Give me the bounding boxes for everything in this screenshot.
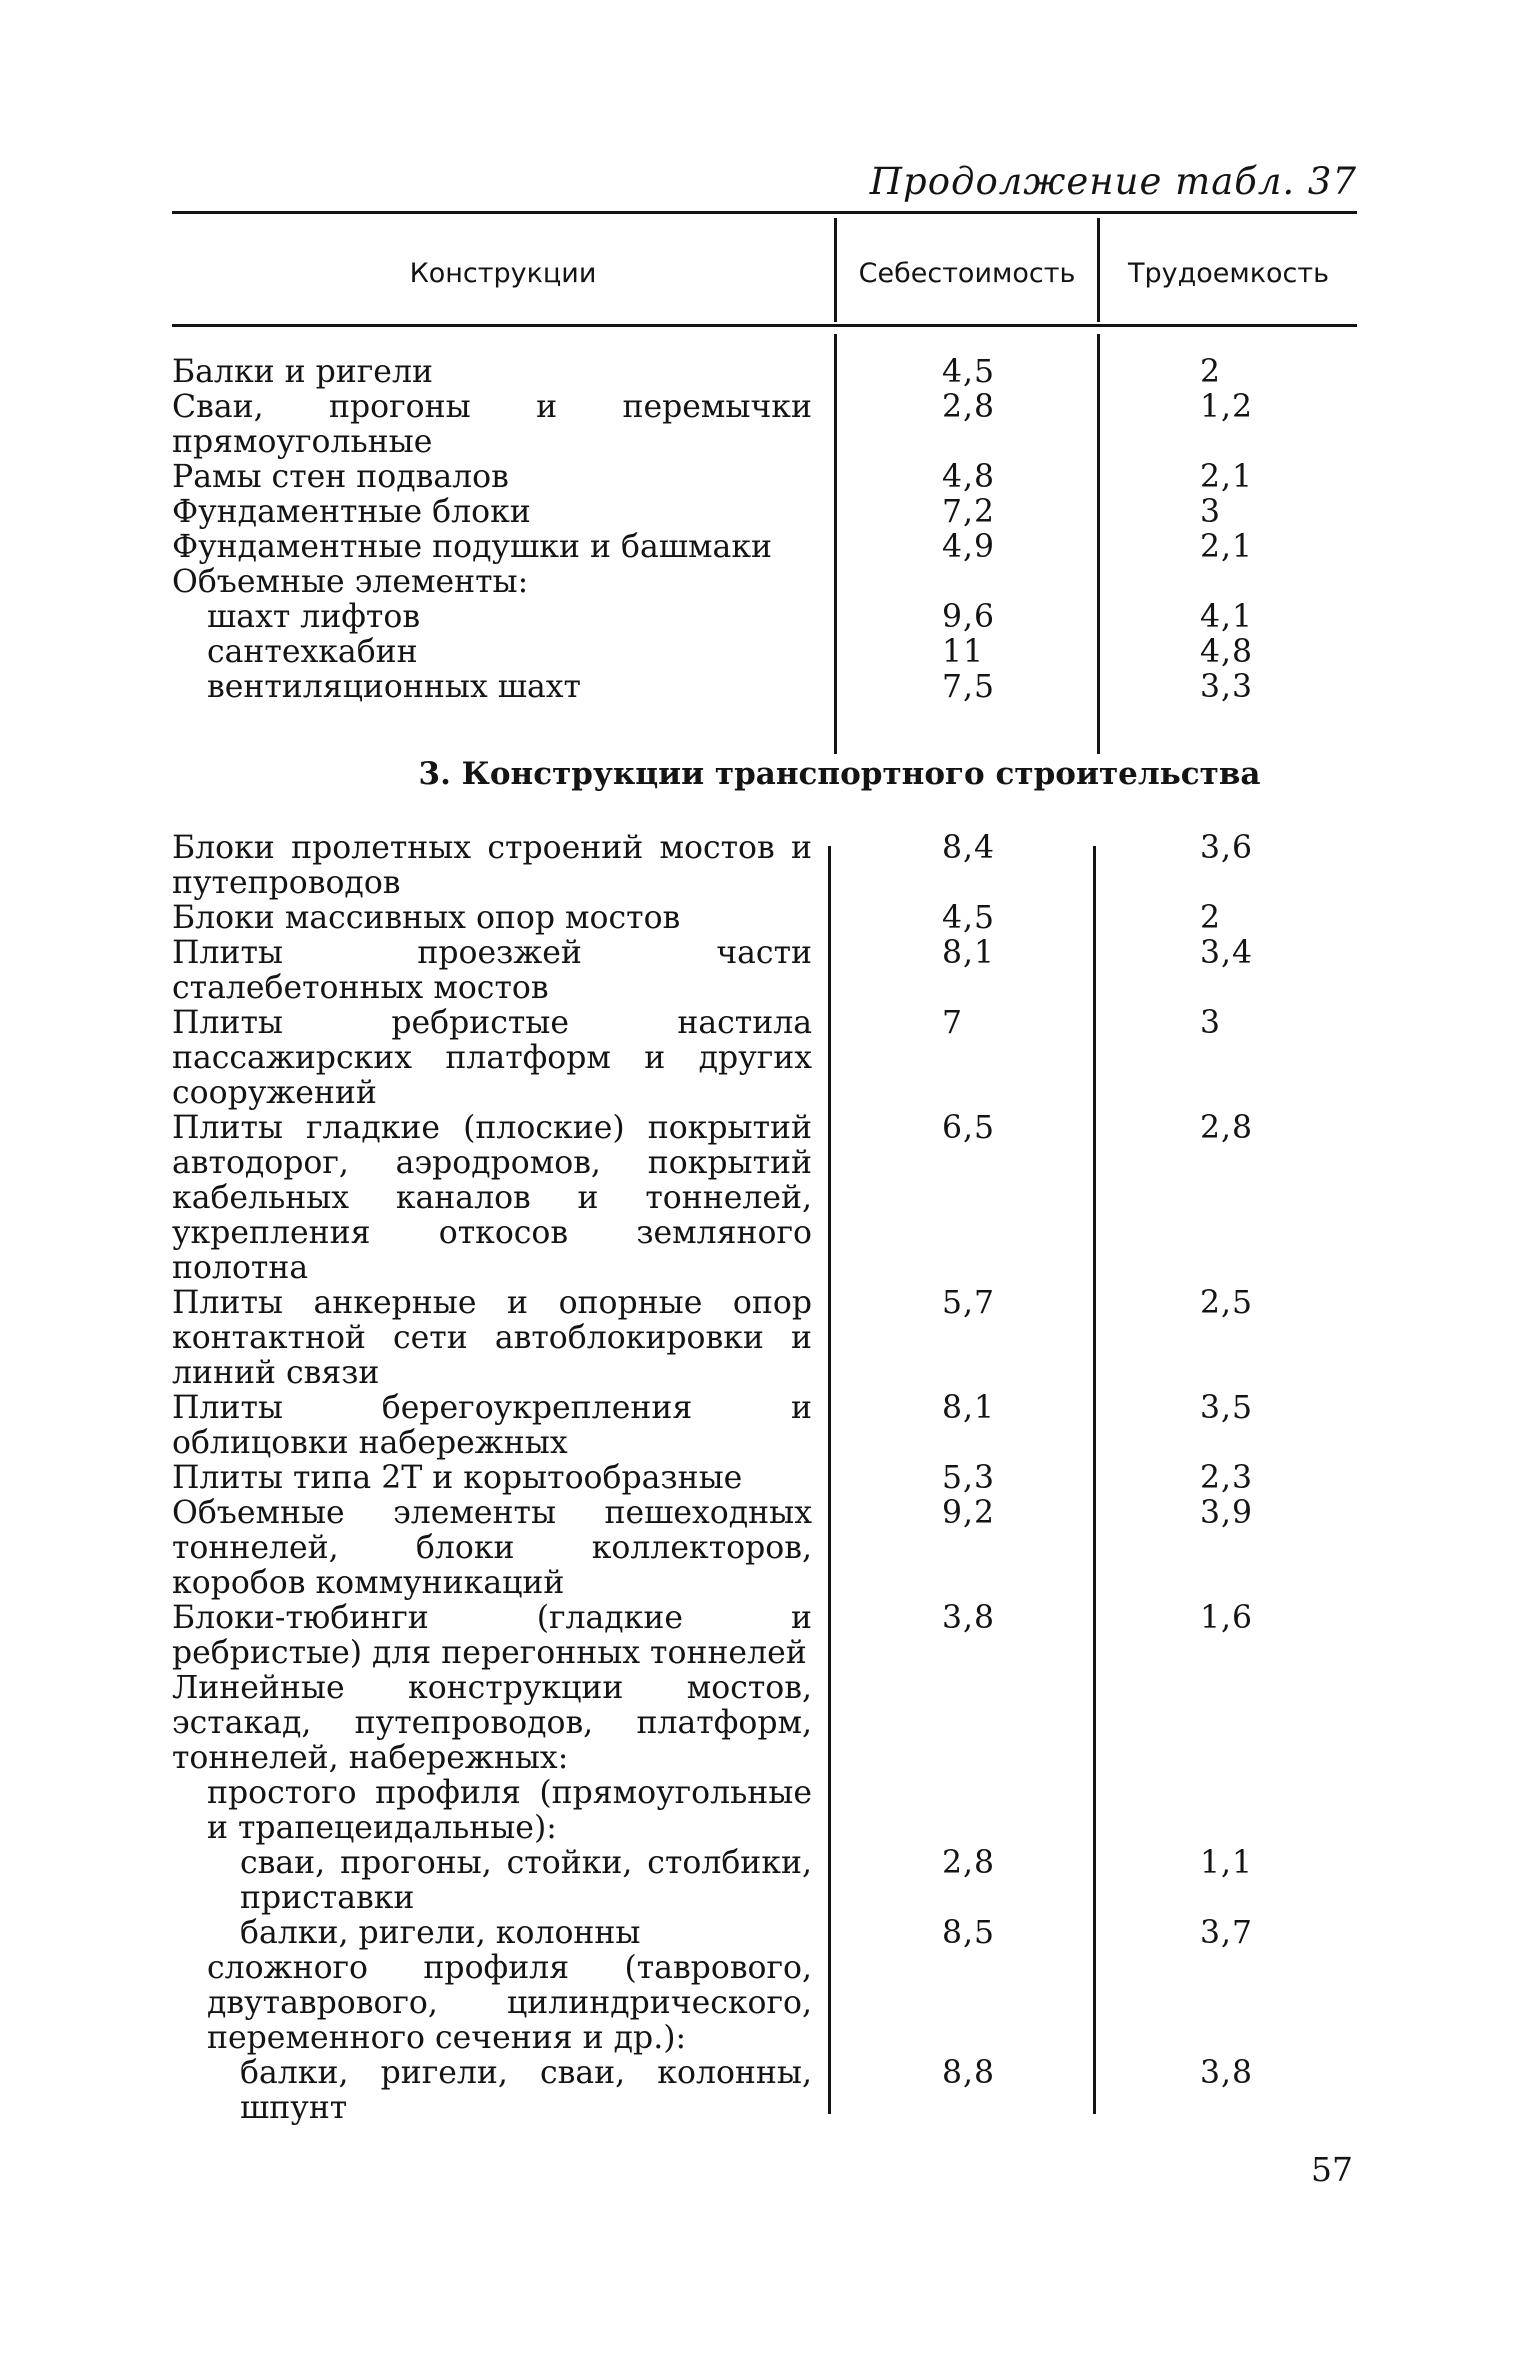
table-row bbox=[172, 1111, 1357, 1286]
table-row bbox=[172, 1496, 1357, 1601]
row-cost: 4,5 bbox=[942, 354, 996, 390]
row-labor: 3,4 bbox=[1200, 935, 1254, 971]
row-name: Линейные конструкции мостов, эстакад, путепроводов, платформ, тоннелей, набережных: bbox=[172, 1670, 812, 1776]
row-labor: 3,5 bbox=[1200, 1390, 1254, 1426]
row-name: сантехкабин bbox=[207, 634, 418, 670]
row-cost: 4,5 bbox=[942, 900, 996, 936]
section-title: 3. Конструкции транспортного строительства bbox=[418, 756, 1261, 792]
row-name: Плиты анкерные и опорные опор контактной сети автоблокировки и линий связи bbox=[172, 1285, 812, 1391]
table-row bbox=[172, 1391, 1357, 1461]
row-name: балки, ригели, сваи, колонны, шпунт bbox=[240, 2055, 812, 2126]
header-cost: Себестоимость bbox=[858, 258, 1076, 289]
table-row bbox=[172, 1951, 1357, 2056]
table-row bbox=[172, 390, 1357, 460]
table-row bbox=[172, 936, 1357, 1006]
row-cost: 11 bbox=[942, 634, 985, 670]
table-row bbox=[172, 565, 1357, 600]
row-labor: 1,6 bbox=[1200, 1600, 1254, 1636]
row-name: сложного профиля (таврового, двутаврового, цилиндрического, переменного сечения и др.): bbox=[207, 1950, 812, 2056]
row-labor: 1,2 bbox=[1200, 389, 1254, 425]
row-cost: 2,8 bbox=[942, 389, 996, 425]
row-labor: 1,1 bbox=[1200, 1845, 1254, 1881]
row-cost: 8,8 bbox=[942, 2055, 996, 2091]
row-labor: 3 bbox=[1200, 494, 1222, 530]
row-cost: 8,5 bbox=[942, 1915, 996, 1951]
row-name: Объемные элементы пешеходных тоннелей, блоки коллекторов, коробов коммуникаций bbox=[172, 1495, 812, 1601]
table-top-rule bbox=[172, 211, 1357, 214]
row-cost: 8,4 bbox=[942, 830, 996, 866]
row-labor: 3,6 bbox=[1200, 830, 1254, 866]
row-cost: 2,8 bbox=[942, 1845, 996, 1881]
row-name: вентиляционных шахт bbox=[207, 669, 581, 705]
row-cost: 7,2 bbox=[942, 494, 996, 530]
row-labor: 2 bbox=[1200, 354, 1222, 390]
row-name: Фундаментные подушки и башмаки bbox=[172, 529, 773, 565]
row-name: Плиты ребристые настила пассажирских платформ и других сооружений bbox=[172, 1005, 812, 1111]
header-constructions: Конструкции bbox=[409, 258, 597, 289]
row-name: Сваи, прогоны и перемычки прямоугольные bbox=[172, 389, 812, 460]
row-labor: 3,9 bbox=[1200, 1495, 1254, 1531]
table-row bbox=[172, 600, 1357, 635]
row-name: Балки и ригели bbox=[172, 354, 433, 390]
row-name: Плиты гладкие (плоские) покрытий автодорог, аэродромов, покрытий кабельных каналов и тоннелей, укрепления откосов земляного полотна bbox=[172, 1110, 812, 1286]
row-cost: 8,1 bbox=[942, 1390, 996, 1426]
row-labor: 3 bbox=[1200, 1005, 1222, 1041]
group-2-rows bbox=[172, 831, 1357, 2126]
table-row bbox=[172, 495, 1357, 530]
row-labor: 3,7 bbox=[1200, 1915, 1254, 1951]
row-cost: 5,3 bbox=[942, 1460, 996, 1496]
row-labor: 4,1 bbox=[1200, 599, 1254, 635]
row-labor: 2,1 bbox=[1200, 529, 1254, 565]
row-name: шахт лифтов bbox=[207, 599, 421, 635]
row-name: Плиты типа 2Т и корытообразные bbox=[172, 1460, 743, 1496]
row-name: Блоки-тюбинги (гладкие и ребристые) для перегонных тоннелей bbox=[172, 1600, 812, 1671]
row-cost: 7 bbox=[942, 1005, 964, 1041]
row-labor: 4,8 bbox=[1200, 634, 1254, 670]
row-name: Фундаментные блоки bbox=[172, 494, 531, 530]
row-labor: 3,8 bbox=[1200, 2055, 1254, 2091]
table-row bbox=[172, 670, 1357, 705]
row-cost: 9,2 bbox=[942, 1495, 996, 1531]
row-labor: 3,3 bbox=[1200, 669, 1254, 705]
row-name: простого профиля (прямоугольные и трапецеидальные): bbox=[207, 1775, 812, 1846]
page-number: 57 bbox=[1311, 2150, 1353, 2189]
row-labor: 2,8 bbox=[1200, 1110, 1254, 1146]
header-bottom-rule bbox=[172, 324, 1357, 327]
row-labor: 2,3 bbox=[1200, 1460, 1254, 1496]
table-row bbox=[172, 1601, 1357, 1671]
table-row bbox=[172, 1846, 1357, 1916]
row-cost: 4,8 bbox=[942, 459, 996, 495]
table-row bbox=[172, 530, 1357, 565]
table-row bbox=[172, 831, 1357, 901]
row-cost: 8,1 bbox=[942, 935, 996, 971]
row-cost: 4,9 bbox=[942, 529, 996, 565]
row-name: сваи, прогоны, стойки, столбики, приставки bbox=[240, 1845, 812, 1916]
table-row bbox=[172, 2056, 1357, 2126]
row-cost: 9,6 bbox=[942, 599, 996, 635]
table-row bbox=[172, 1461, 1357, 1496]
table-continuation-label: Продолжение табл. 37 bbox=[869, 160, 1357, 203]
table-row bbox=[172, 1286, 1357, 1391]
table-row bbox=[172, 1776, 1357, 1846]
row-cost: 5,7 bbox=[942, 1285, 996, 1321]
header-labor: Трудоемкость bbox=[1127, 258, 1330, 289]
table-body bbox=[172, 355, 1357, 2126]
table-row bbox=[172, 1006, 1357, 1111]
row-cost: 6,5 bbox=[942, 1110, 996, 1146]
table-row bbox=[172, 635, 1357, 670]
row-name: Плиты берегоукрепления и облицовки набережных bbox=[172, 1390, 812, 1461]
row-cost: 3,8 bbox=[942, 1600, 996, 1636]
row-name: Блоки массивных опор мостов bbox=[172, 900, 681, 936]
row-cost: 7,5 bbox=[942, 669, 996, 705]
table-row bbox=[172, 355, 1357, 390]
row-name: балки, ригели, колонны bbox=[240, 1915, 641, 1951]
row-name: Блоки пролетных строений мостов и путепроводов bbox=[172, 830, 812, 901]
row-labor: 2,1 bbox=[1200, 459, 1254, 495]
row-name: Плиты проезжей части сталебетонных мостов bbox=[172, 935, 812, 1006]
table-row bbox=[172, 1671, 1357, 1776]
row-labor: 2,5 bbox=[1200, 1285, 1254, 1321]
row-labor: 2 bbox=[1200, 900, 1222, 936]
row-name: Рамы стен подвалов bbox=[172, 459, 509, 495]
table-row bbox=[172, 1916, 1357, 1951]
group-1-rows bbox=[172, 355, 1357, 705]
table-row bbox=[172, 901, 1357, 936]
table-row bbox=[172, 460, 1357, 495]
row-name: Объемные элементы: bbox=[172, 564, 529, 600]
